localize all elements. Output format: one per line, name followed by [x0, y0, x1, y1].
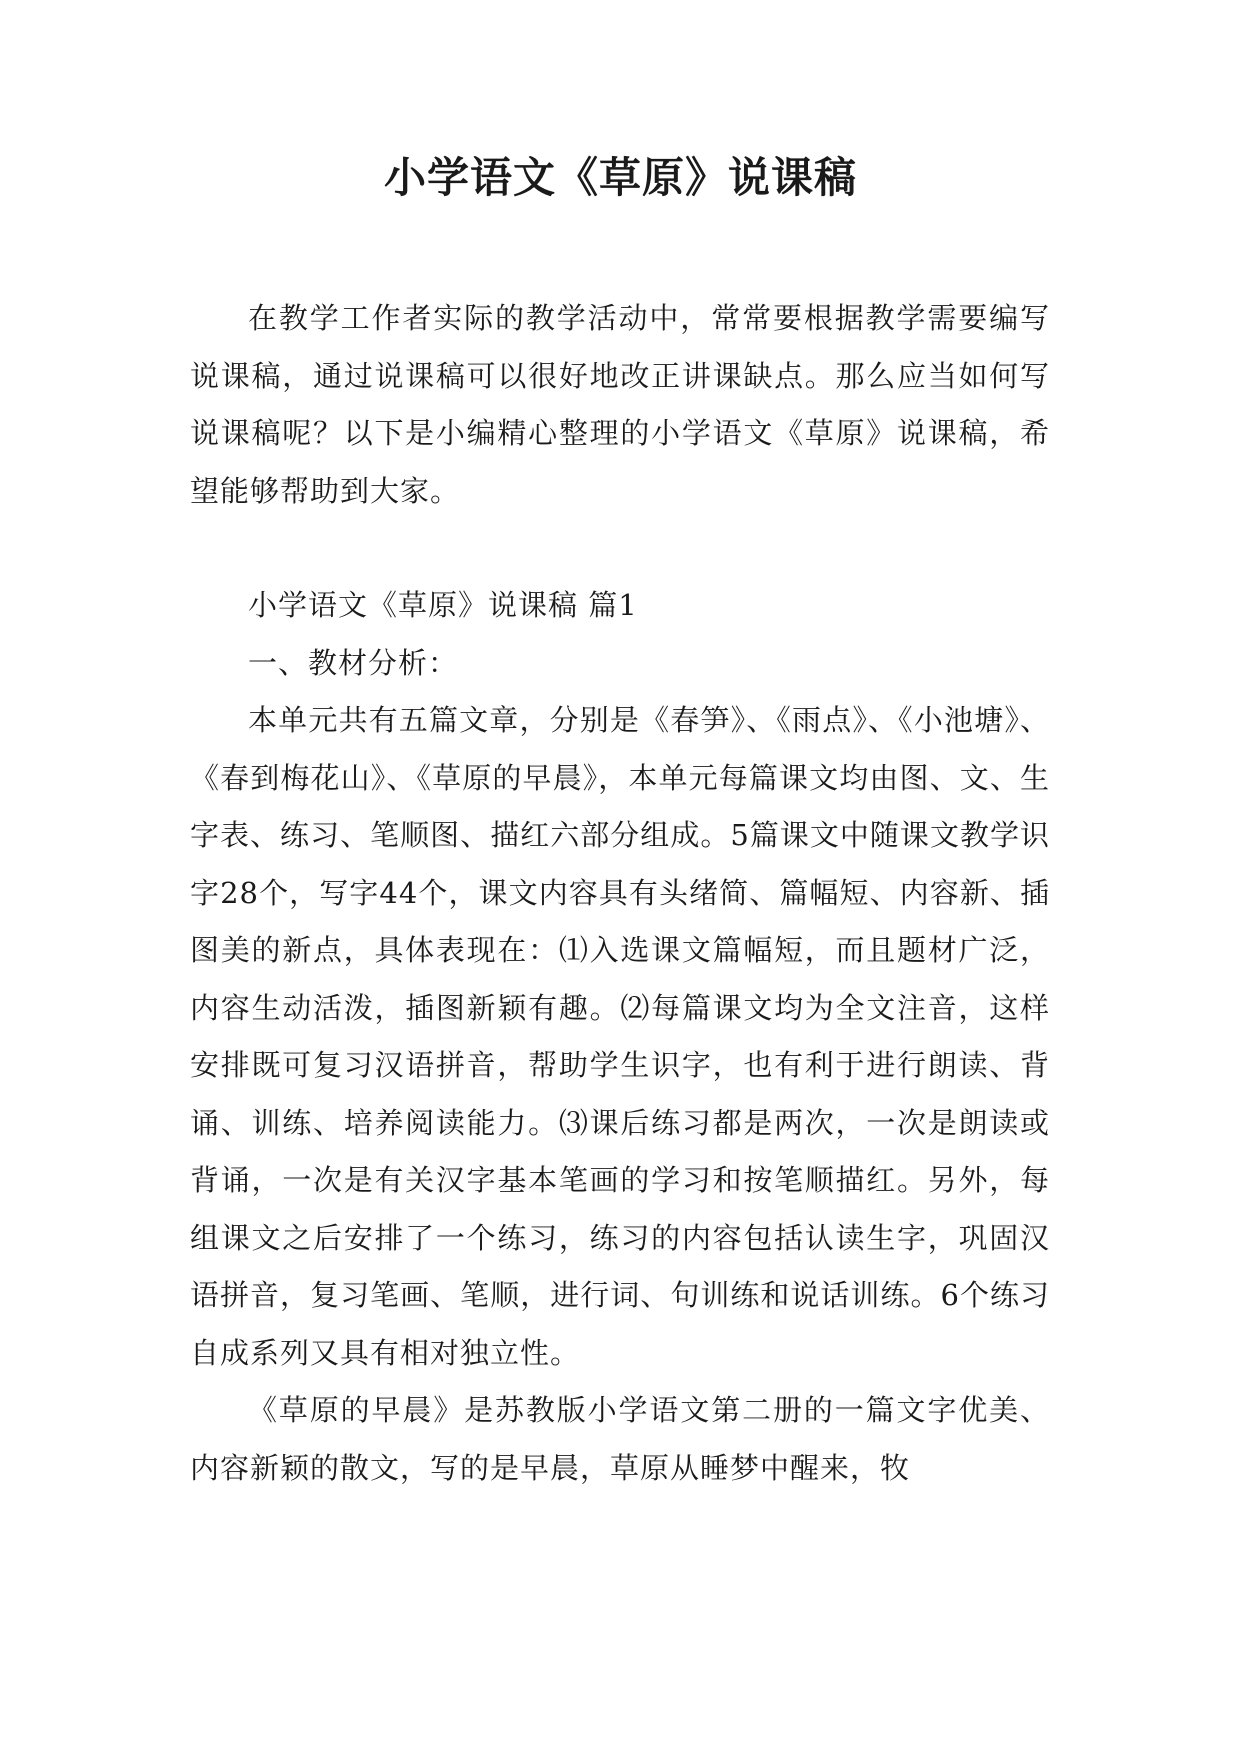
section-subheading: 一、教材分析： [248, 645, 459, 680]
body-paragraph: 《草原的早晨》是苏教版小学语文第二册的一篇文字优美、内容新颖的散文，写的是早晨，草原从睡梦中醒来，牧 [190, 1393, 1050, 1485]
section-heading: 小学语文《草原》说课稿 篇1 [248, 588, 638, 622]
body-paragraph: 本单元共有五篇文章，分别是《春笋》、《雨点》、《小池塘》、《春到梅花山》、《草原的早晨》，本单元每篇课文均由图、文、生字表、练习、笔顺图、描红六部分组成。5篇课文中随课文教学识字28个，写字44个，课文内容具有头绪简、篇幅短、内容新、插图美的新点，具体表现在：⑴入选课文篇幅短，而且题材广泛，内容生动活泼，插图新颖有趣。⑵每篇课文均为全文注音，这样安排既可复习汉语拼音，帮助学生识字，也有利于进行朗读、背诵、训练、培养阅读能力。⑶课后练习都是两次，一次是朗读或背诵，一次是有关汉字基本笔画的学习和按笔顺描红。另外，每组课文之后安排了一个练习，练习的内容包括认读生字，巩固汉语拼音，复习笔画、笔顺，进行词、句训练和说话训练。6个练习自成系列又具有相对独立性。 [190, 703, 1050, 1370]
intro-paragraph: 在教学工作者实际的教学活动中，常常要根据教学需要编写说课稿，通过说课稿可以很好地改正讲课缺点。那么应当如何写说课稿呢？以下是小编精心整理的小学语文《草原》说课稿，希望能够帮助到大家。 [190, 301, 1050, 508]
document-title: 小学语文《草原》说课稿 [383, 153, 857, 202]
document-body [190, 290, 1050, 1497]
